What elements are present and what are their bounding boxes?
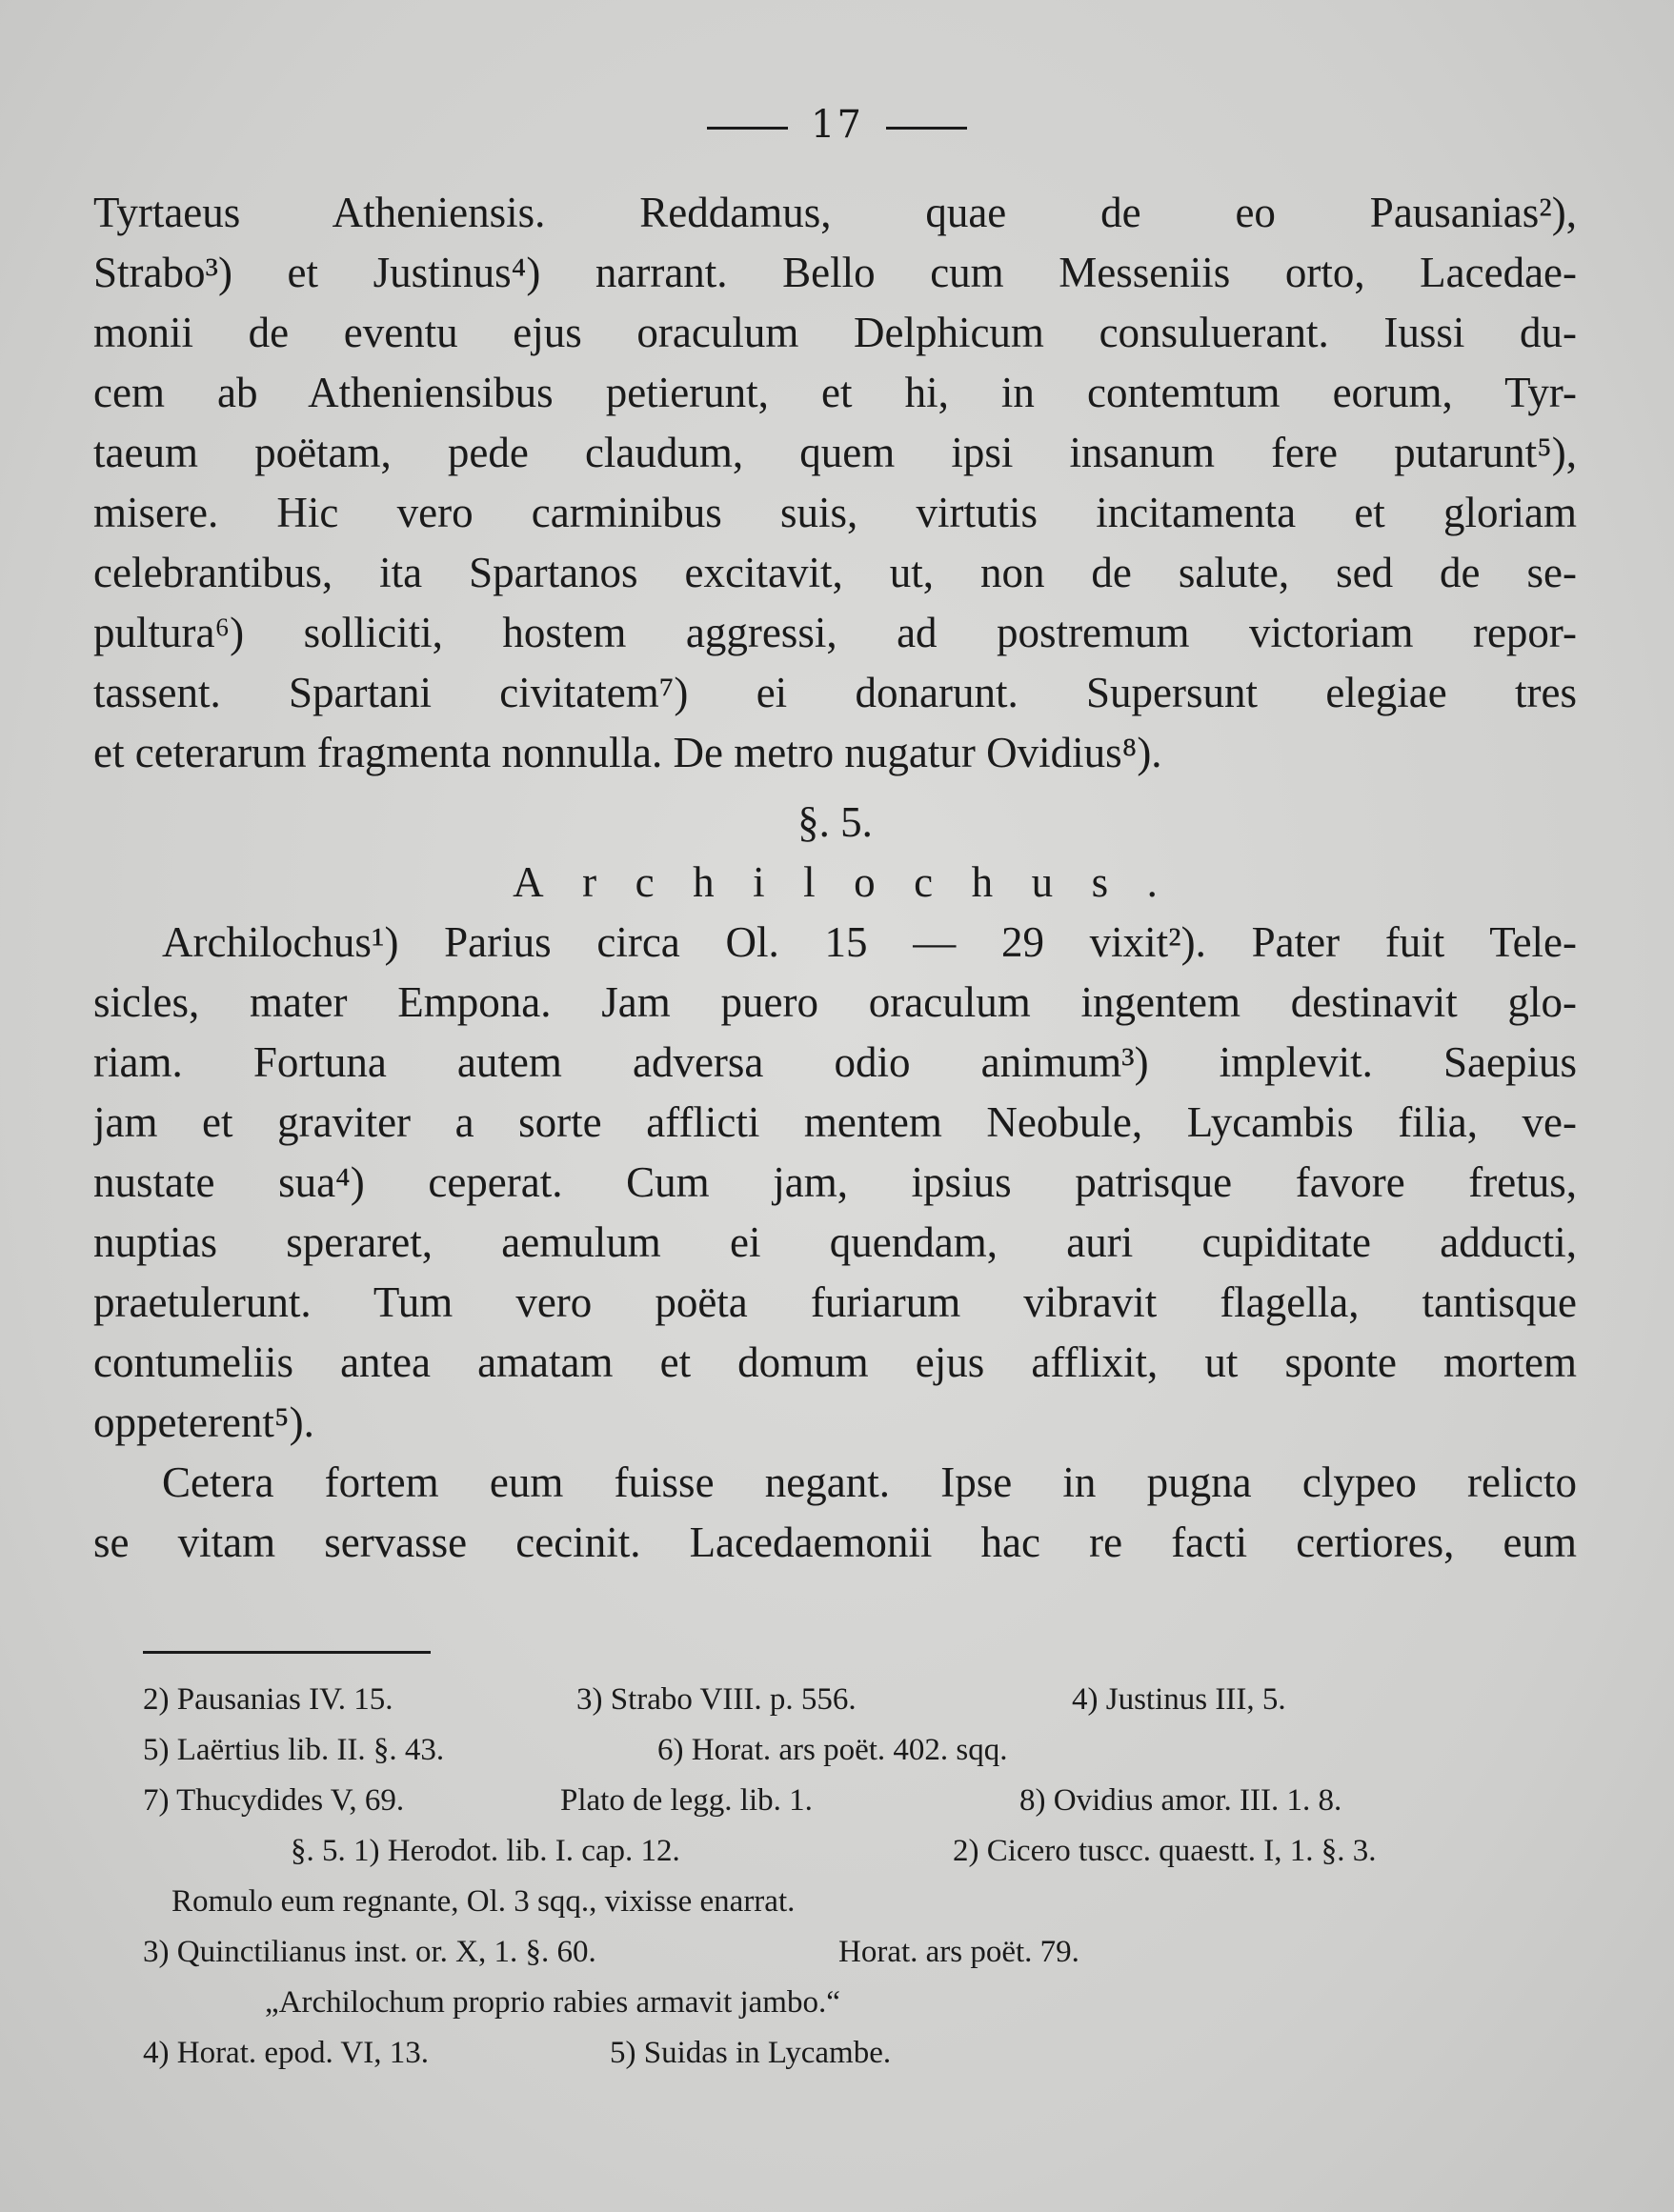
footnote-line xyxy=(0,1877,1674,1927)
text-line: nustate sua⁴) ceperat. Cum jam, ipsius patrisque favore fretus, xyxy=(93,1158,1577,1206)
footnote: 5) Suidas in Lycambe. xyxy=(610,2036,892,2070)
paragraph-tyrtaeus xyxy=(93,183,1577,783)
page-number: 17 xyxy=(811,103,863,147)
section-mark: §. 5. xyxy=(797,798,873,846)
paragraph-archilochus xyxy=(93,913,1577,1453)
text-line: misere. Hic vero carminibus suis, virtutis incitamenta et gloriam xyxy=(93,489,1577,536)
header-dash-left xyxy=(707,127,788,130)
footnotes xyxy=(0,1675,1674,2079)
text-line: contumeliis antea amatam et domum ejus afflixit, ut sponte mortem xyxy=(93,1338,1577,1386)
footnote: 4) Horat. epod. VI, 13. xyxy=(143,2036,429,2070)
text-line: taeum poëtam, pede claudum, quem ipsi insanum fere putarunt⁵), xyxy=(93,429,1577,476)
header-dash-right xyxy=(886,127,967,130)
footnote: Horat. ars poët. 79. xyxy=(838,1935,1079,1969)
footnote: 4) Justinus III, 5. xyxy=(1072,1682,1286,1717)
footnote: 5) Laërtius lib. II. §. 43. xyxy=(143,1733,445,1767)
footnote: 7) Thucydides V, 69. xyxy=(143,1783,405,1818)
footnote-rule xyxy=(143,1651,431,1654)
paragraph-cetera xyxy=(93,1453,1577,1573)
text-line: oppeterent⁵). xyxy=(93,1398,314,1446)
text-line: celebrantibus, ita Spartanos excitavit, ut, non de salute, sed de se- xyxy=(93,549,1577,596)
footnote: §. 5. 1) Herodot. lib. I. cap. 12. xyxy=(291,1834,680,1868)
text-line: cem ab Atheniensibus petierunt, et hi, in contemtum eorum, Tyr- xyxy=(93,369,1577,416)
text-line: Cetera fortem eum fuisse negant. Ipse in pugna clypeo relicto xyxy=(162,1458,1577,1506)
text-line: riam. Fortuna autem adversa odio animum³) implevit. Saepius xyxy=(93,1038,1577,1086)
text-line: pultura⁶) solliciti, hostem aggressi, ad postremum victoriam repor- xyxy=(93,609,1577,656)
footnote: 2) Cicero tuscc. quaestt. I, 1. §. 3. xyxy=(953,1834,1377,1868)
footnote: 2) Pausanias IV. 15. xyxy=(143,1682,393,1717)
footnote: Plato de legg. lib. 1. xyxy=(560,1783,813,1818)
text-line: jam et graviter a sorte afflicti mentem Neobule, Lycambis filia, ve- xyxy=(93,1098,1577,1146)
footnote-line xyxy=(0,1776,1674,1826)
text-line: Archilochus¹) Parius circa Ol. 15 — 29 vixit²). Pater fuit Tele- xyxy=(162,918,1577,966)
text-line: Tyrtaeus Atheniensis. Reddamus, quae de eo Pausanias²), xyxy=(93,189,1577,236)
footnote: 3) Strabo VIII. p. 556. xyxy=(576,1682,857,1717)
footnote: „Archilochum proprio rabies armavit jambo.“ xyxy=(265,1985,840,2020)
footnote-line xyxy=(0,1826,1674,1877)
text-line: praetulerunt. Tum vero poëta furiarum vibravit flagella, tantisque xyxy=(93,1278,1577,1326)
footnote: Romulo eum regnante, Ol. 3 sqq., vixisse enarrat. xyxy=(171,1884,796,1919)
section-title: Archilochus. xyxy=(513,858,1197,906)
footnote-line xyxy=(0,1725,1674,1776)
main-text xyxy=(93,183,1577,1573)
text-line: Strabo³) et Justinus⁴) narrant. Bello cum Messeniis orto, Lacedae- xyxy=(93,249,1577,296)
footnote-line xyxy=(0,2028,1674,2079)
footnote-line xyxy=(0,1978,1674,2028)
page-header xyxy=(0,103,1674,147)
footnote: 6) Horat. ars poët. 402. sqq. xyxy=(657,1733,1008,1767)
text-line: nuptias speraret, aemulum ei quendam, auri cupiditate adducti, xyxy=(93,1218,1577,1266)
text-line: sicles, mater Empona. Jam puero oraculum ingentem destinavit glo- xyxy=(93,978,1577,1026)
text-line: monii de eventu ejus oraculum Delphicum consuluerant. Iussi du- xyxy=(93,309,1577,356)
footnote-line xyxy=(0,1675,1674,1725)
text-line: et ceterarum fragmenta nonnulla. De metro nugatur Ovidius⁸). xyxy=(93,729,1162,776)
footnote-line xyxy=(0,1927,1674,1978)
text-line: se vitam servasse cecinit. Lacedaemonii hac re facti certiores, eum xyxy=(93,1518,1577,1566)
footnote: 3) Quinctilianus inst. or. X, 1. §. 60. xyxy=(143,1935,596,1969)
footnote: 8) Ovidius amor. III. 1. 8. xyxy=(1019,1783,1342,1818)
text-line: tassent. Spartani civitatem⁷) ei donarunt. Supersunt elegiae tres xyxy=(93,669,1577,716)
